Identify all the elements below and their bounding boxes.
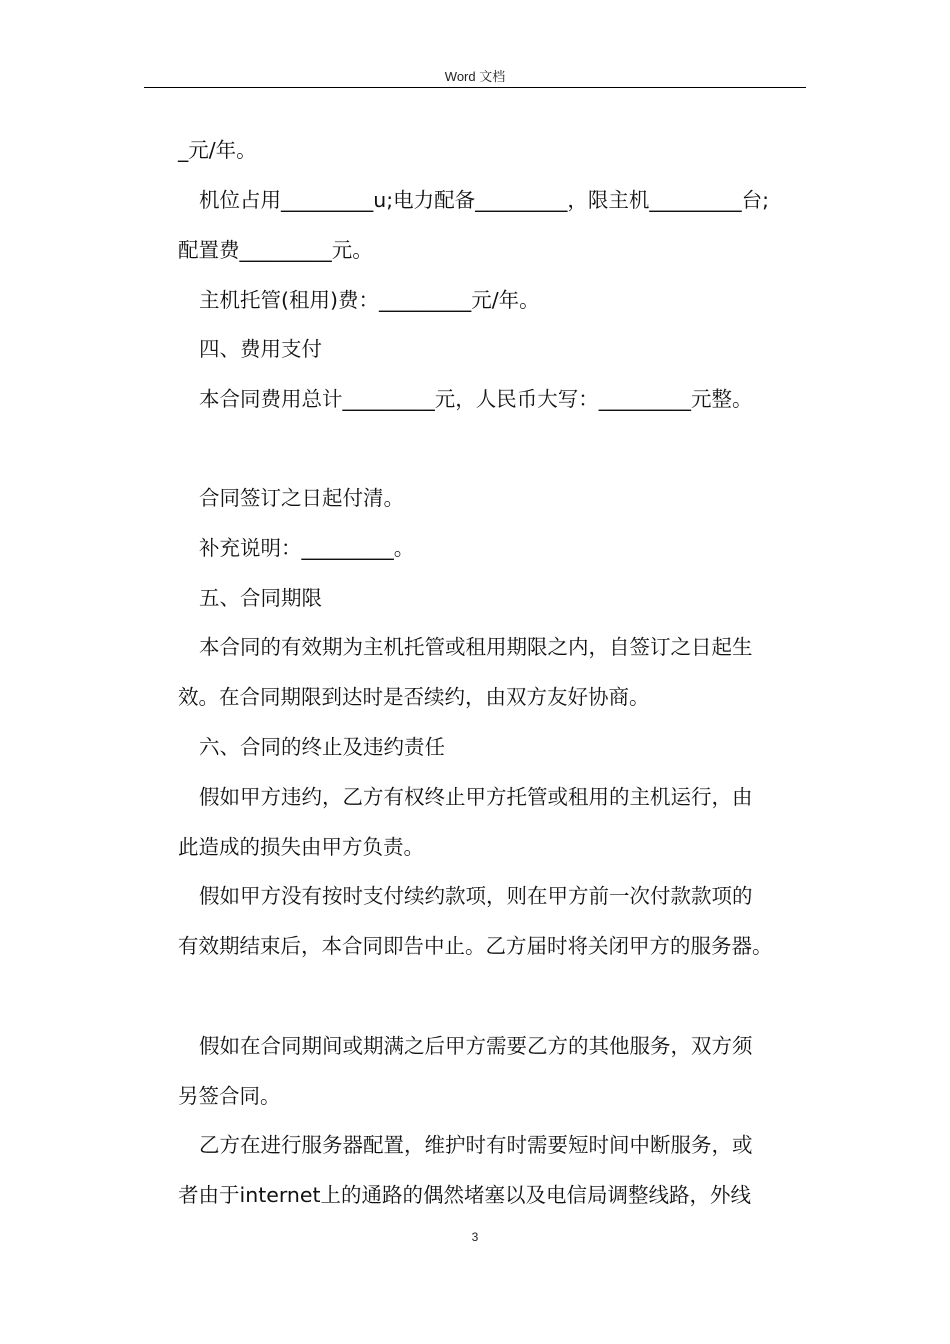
paragraph-line: 效。在合同期限到达时是否续约，由双方友好协商。: [178, 685, 650, 709]
section-heading: 四、费用支付: [199, 337, 322, 361]
paragraph-line: 有效期结束后，本合同即告中止。乙方届时将关闭甲方的服务器。: [178, 934, 773, 958]
paragraph-line: 者由于internet上的通路的偶然堵塞以及电信局调整线路，外线: [178, 1183, 752, 1207]
paragraph-line: 另签合同。: [178, 1084, 281, 1108]
paragraph-line: 假如甲方没有按时支付续约款项，则在甲方前一次付款款项的: [199, 884, 753, 908]
section-heading: 六、合同的终止及违约责任: [199, 735, 445, 759]
paragraph-line: 此造成的损失由甲方负责。: [178, 835, 424, 859]
paragraph-line: 机位占用_________u;电力配备_________，限主机_________台;: [199, 188, 770, 212]
paragraph-line: 乙方在进行服务器配置，维护时有时需要短时间中断服务，或: [199, 1133, 753, 1157]
paragraph-line: 主机托管(租用)费：_________元/年。: [199, 288, 540, 312]
page-header: Word 文档: [444, 69, 506, 84]
paragraph-line: 合同签订之日起付清。: [199, 486, 404, 510]
paragraph-line: 假如甲方违约，乙方有权终止甲方托管或租用的主机运行，由: [199, 785, 753, 809]
header-rule: [144, 87, 806, 88]
paragraph-line: 假如在合同期间或期满之后甲方需要乙方的其他服务，双方须: [199, 1034, 753, 1058]
paragraph-line: 本合同的有效期为主机托管或租用期限之内，自签订之日起生: [199, 635, 753, 659]
paragraph-line: 配置费_________元。: [178, 238, 373, 262]
paragraph-line: 补充说明：_________。: [199, 536, 415, 560]
section-heading: 五、合同期限: [199, 586, 322, 610]
paragraph-line: 本合同费用总计_________元，人民币大写：_________元整。: [199, 387, 753, 411]
paragraph-line: _元/年。: [178, 138, 257, 162]
page-number: 3: [471, 1230, 479, 1244]
